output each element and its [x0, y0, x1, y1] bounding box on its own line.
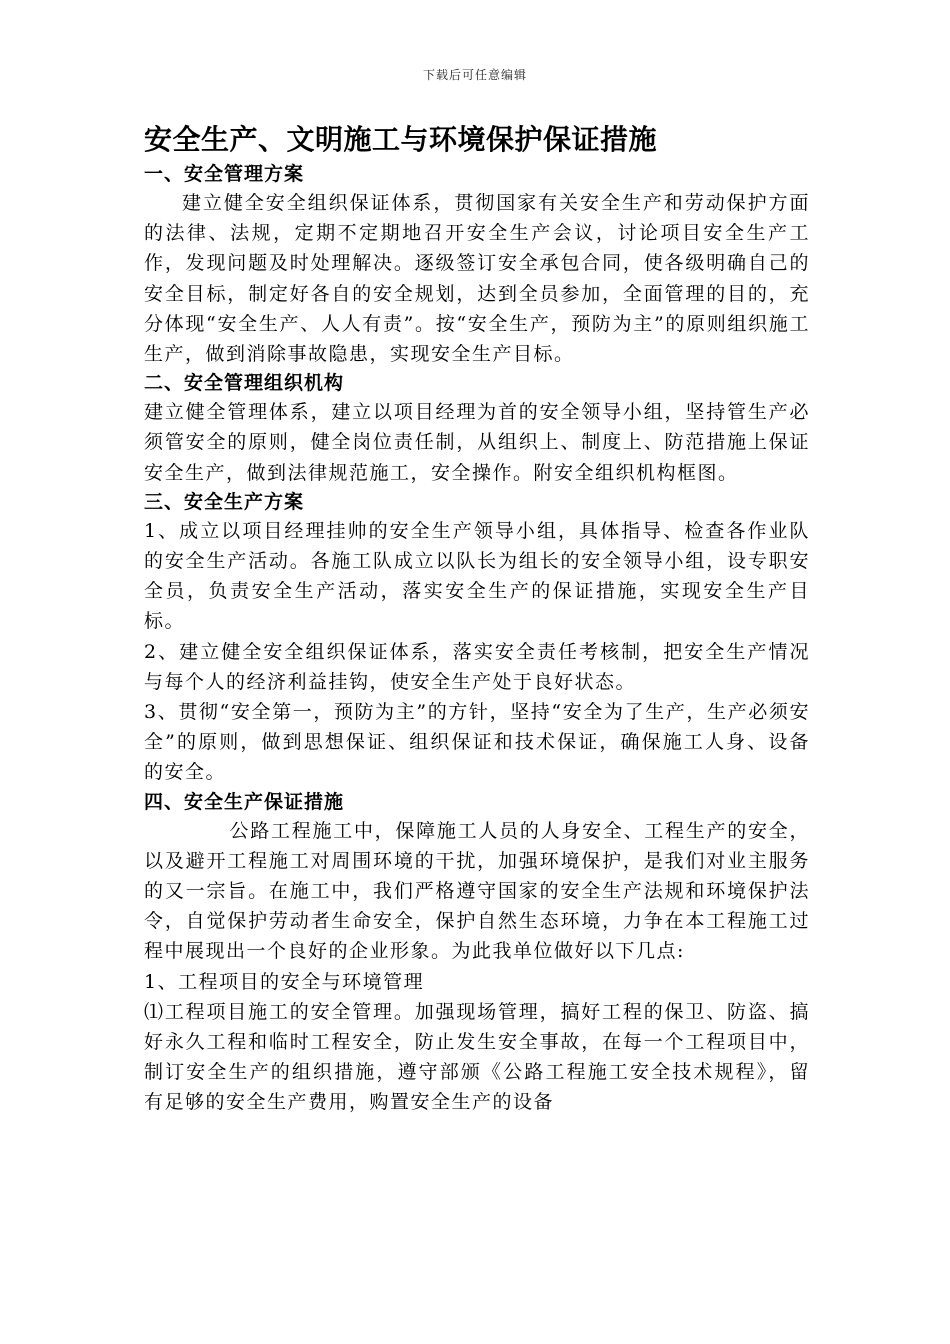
section-4-intro-paragraph: 公路工程施工中，保障施工人员的人身安全、工程生产的安全，以及避开工程施工对周围环境的干扰，加强环境保护，是我们对业主服务的又一宗旨。在施工中，我们严格遵守国家的安全生产法规和环境保护法令，自觉保护劳动者生命安全，保护自然生态环境，力争在本工程施工过程中展现出一个良好的企业形象。为此我单位做好以下几点:: [144, 819, 810, 963]
section-3-item-1: 1、成立以项目经理挂帅的安全生产领导小组，具体指导、检查各作业队的安全生产活动。各施工队成立以队长为组长的安全领导小组，设专职安全员，负责安全生产活动，落实安全生产的保证措施，实现安全生产目标。: [144, 519, 810, 633]
section-heading-2: 二、安全管理组织机构: [144, 372, 345, 395]
section-1-paragraph: 建立健全安全组织保证体系，贯彻国家有关安全生产和劳动保护方面的法律、法规，定期不定期地召开安全生产会议，讨论项目安全生产工作，发现问题及时处理解决。逐级签订安全承包合同，使各级明确自己的安全目标，制定好各自的安全规划，达到全员参加，全面管理的目的，充分体现“安全生产、人人有责”。按“安全生产，预防为主”的原则组织施工生产，做到消除事故隐患，实现安全生产目标。: [144, 192, 810, 366]
section-3-item-3: 3、贯彻“安全第一，预防为主”的方针，坚持“安全为了生产，生产必须安全”的原则，做到思想保证、组织保证和技术保证，确保施工人身、设备的安全。: [144, 701, 810, 784]
document-body: [144, 120, 810, 1118]
section-heading-1: 一、安全管理方案: [144, 163, 305, 185]
document-title: 安全生产、文明施工与环境保护保证措施: [144, 123, 658, 156]
section-heading-3: 三、安全生产方案: [144, 490, 305, 513]
section-4-subheading: 1、工程项目的安全与环境管理: [144, 970, 425, 993]
section-heading-4: 四、安全生产保证措施: [144, 790, 345, 813]
section-4-item-1: ⑴工程项目施工的安全管理。加强现场管理，搞好工程的保卫、防盗、搞好永久工程和临时工程安全，防止发生安全事故，在每一个工程项目中，制订安全生产的组织措施，遵守部颁《公路工程施工安全技术规程》，留有足够的安全生产费用，购置安全生产的设备: [144, 1000, 810, 1114]
header-note: 下载后可任意编辑: [422, 68, 527, 82]
section-3-item-2: 2、建立健全安全组织保证体系，落实安全责任考核制，把安全生产情况与每个人的经济利益挂钩，使安全生产处于良好状态。: [144, 640, 810, 693]
section-2-paragraph: 建立健全管理体系，建立以项目经理为首的安全领导小组，坚持管生产必须管安全的原则，健全岗位责任制，从组织上、制度上、防范措施上保证安全生产，做到法律规范施工，安全操作。附安全组织机构框图。: [144, 401, 810, 484]
